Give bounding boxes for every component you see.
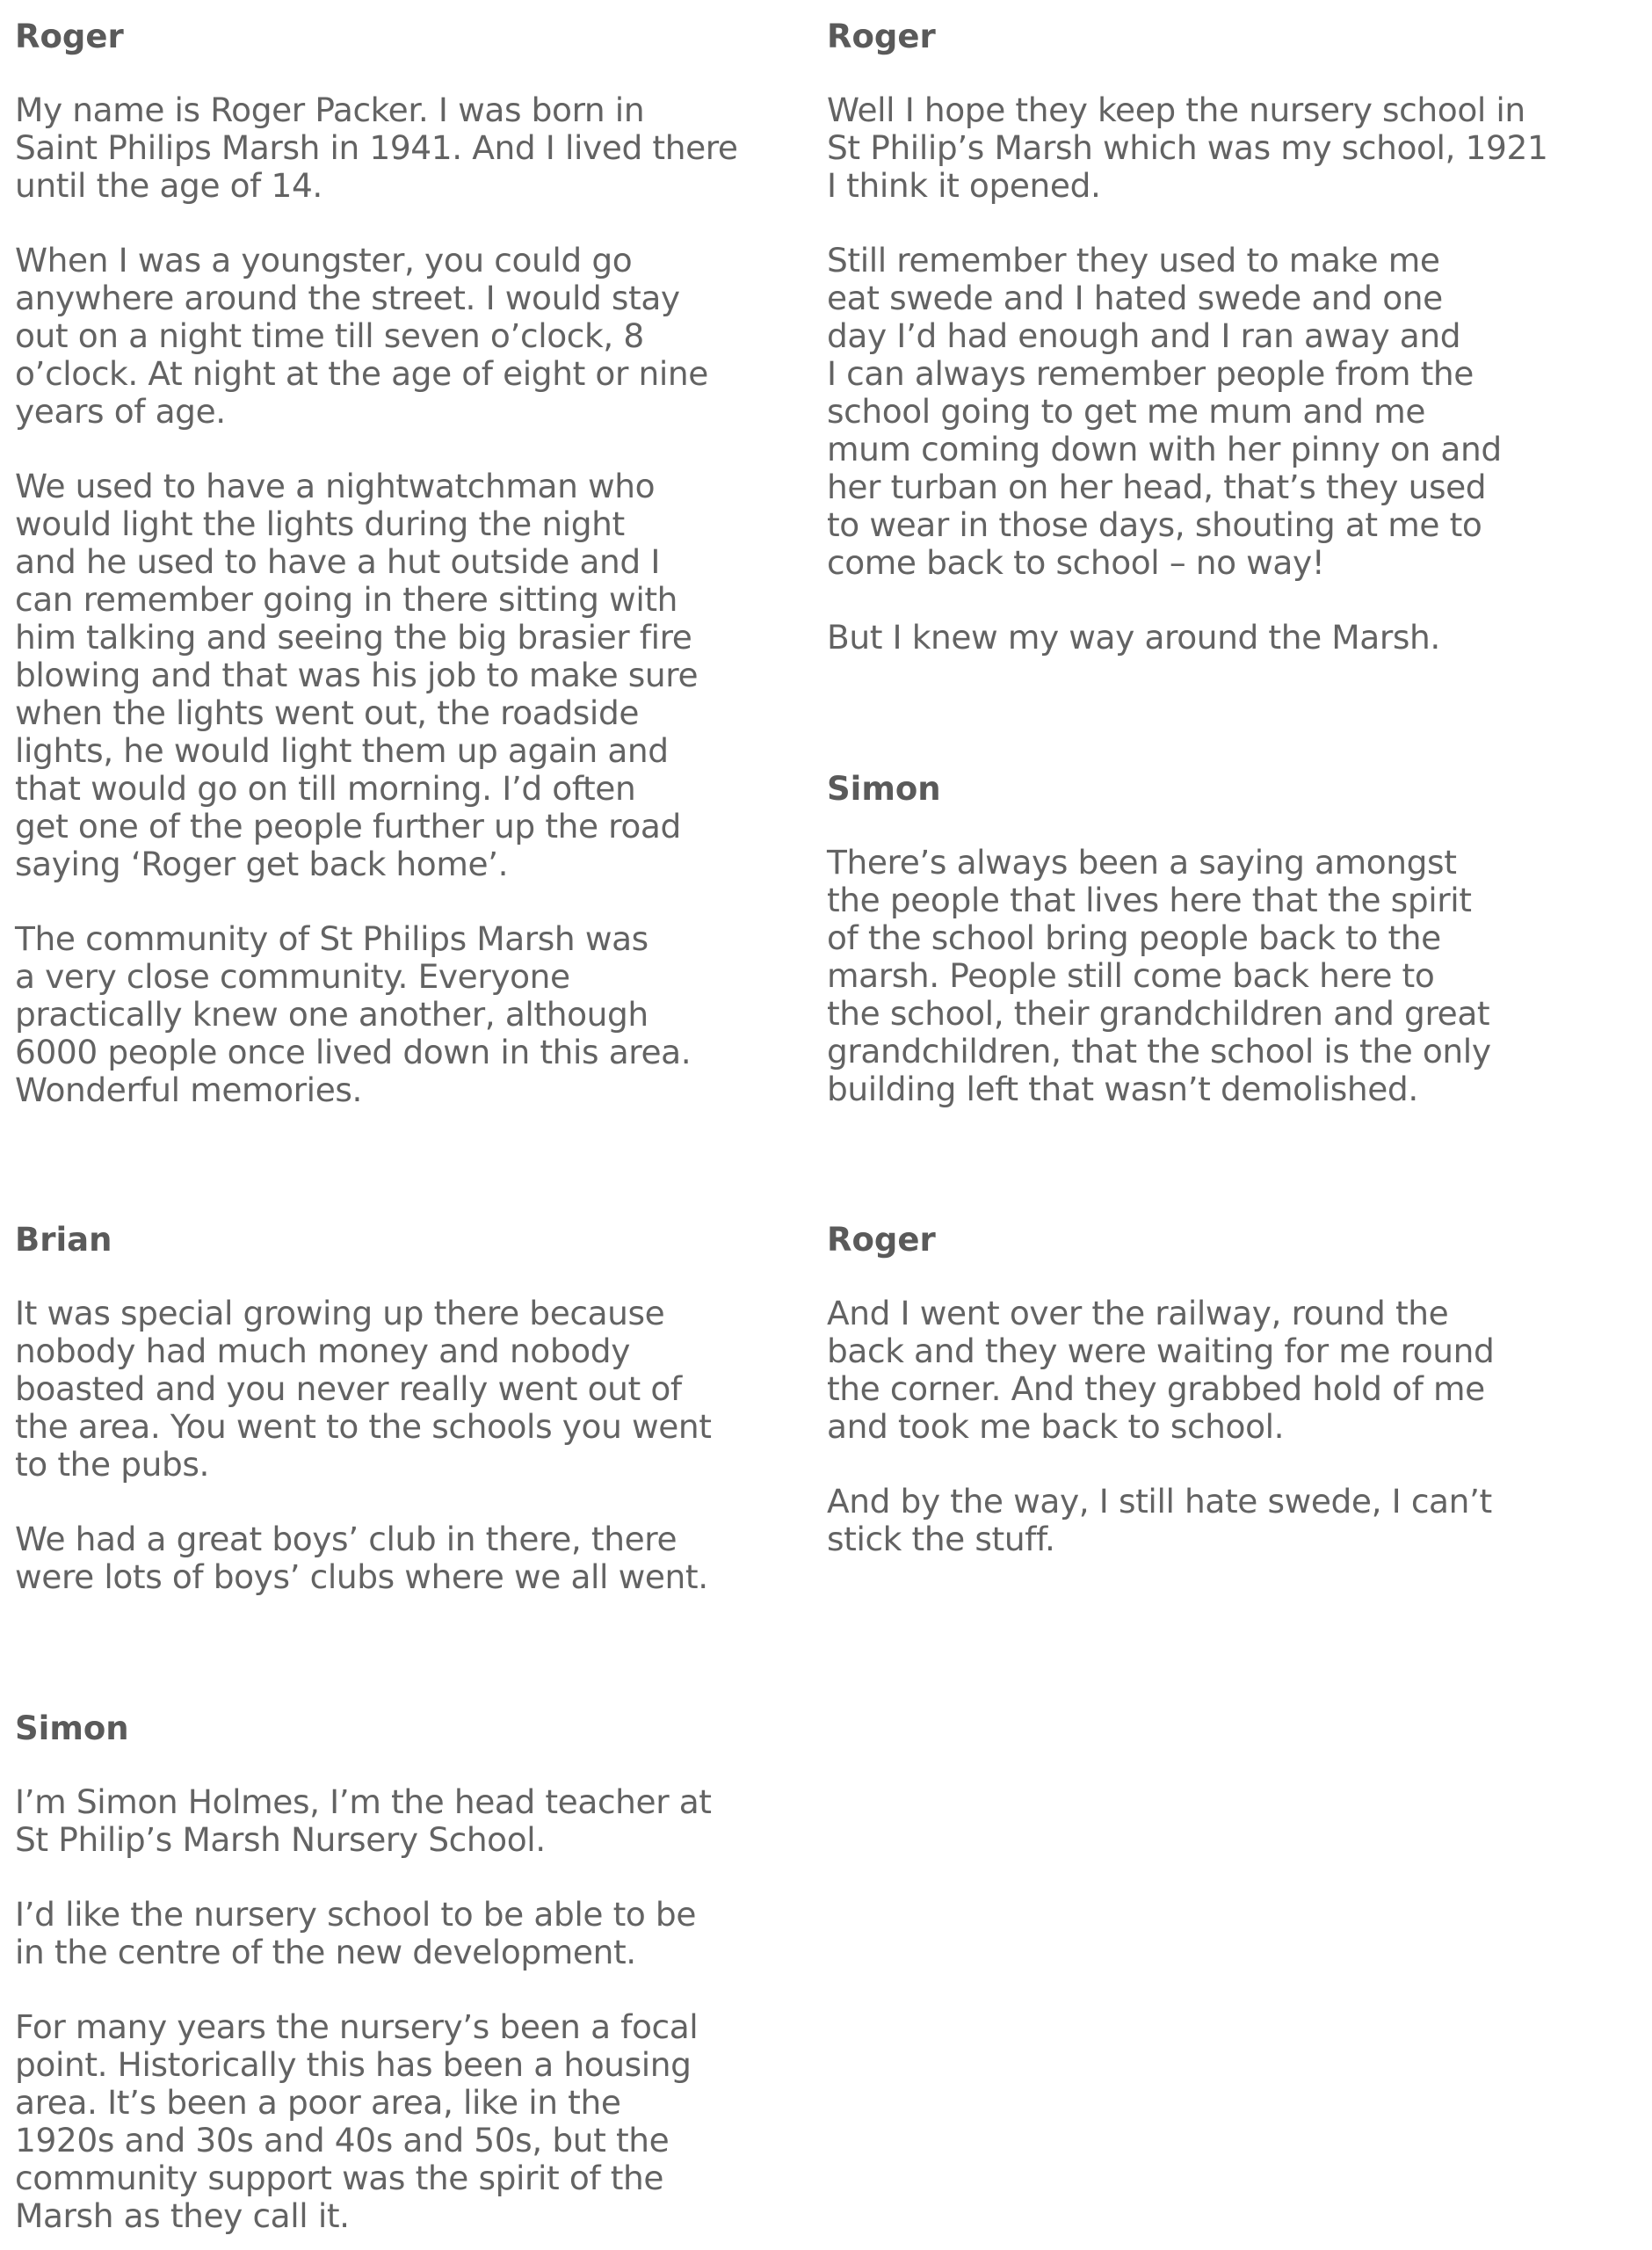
testimony-paragraph <box>15 1783 806 1859</box>
testimony-block-simon-2 <box>15 1709 806 2235</box>
text-line: community support was the spirit of the <box>15 2159 664 2197</box>
text-line: 6000 people once lived down in this area. <box>15 1033 692 1071</box>
text-line: I’m Simon Holmes, I’m the head teacher at <box>15 1782 712 1821</box>
testimony-block-roger-3 <box>827 1221 1618 1558</box>
text-line: The community of St Philips Marsh was <box>15 919 648 958</box>
text-line: the corner. And they grabbed hold of me <box>827 1369 1485 1408</box>
text-line: saying ‘Roger get back home’. <box>15 845 509 883</box>
text-line: when the lights went out, the roadside <box>15 693 640 732</box>
testimony-paragraph <box>15 468 806 883</box>
testimony-block-simon-1 <box>827 770 1618 1108</box>
text-line: a very close community. Everyone <box>15 957 570 996</box>
text-line: come back to school – no way! <box>827 543 1325 582</box>
testimony-paragraph <box>15 920 806 1109</box>
text-line: back and they were waiting for me round <box>827 1332 1495 1370</box>
text-line: years of age. <box>15 392 226 431</box>
text-line: 1920s and 30s and 40s and 50s, but the <box>15 2121 670 2159</box>
text-line: to wear in those days, shouting at me to <box>827 505 1482 544</box>
testimony-block-roger-2 <box>827 18 1618 657</box>
testimony-paragraph <box>827 1483 1618 1558</box>
text-line: Wonderful memories. <box>15 1071 363 1109</box>
text-line: boasted and you never really went out of <box>15 1369 682 1408</box>
text-line: We had a great boys’ club in there, there <box>15 1520 677 1558</box>
text-line: I’d like the nursery school to be able to be <box>15 1895 697 1934</box>
speaker-name: Simon <box>15 1709 129 1747</box>
text-line: would light the lights during the night <box>15 504 625 543</box>
speaker-name: Brian <box>15 1221 112 1259</box>
testimony-paragraph <box>15 1295 806 1484</box>
text-line: stick the stuff. <box>827 1520 1055 1558</box>
text-line: Marsh as they call it. <box>15 2196 350 2235</box>
text-line: practically knew one another, although <box>15 995 648 1034</box>
speaker-name: Simon <box>827 770 941 808</box>
text-line: But I knew my way around the Marsh. <box>827 618 1440 657</box>
text-line: day I’d had enough and I ran away and <box>827 316 1461 355</box>
text-line: and he used to have a hut outside and I <box>15 542 660 581</box>
speaker-name: Roger <box>827 18 936 55</box>
text-line: blowing and that was his job to make sure <box>15 656 699 694</box>
text-line: school going to get me mum and me <box>827 392 1426 431</box>
text-line: It was special growing up there because <box>15 1294 665 1332</box>
text-line: nobody had much money and nobody <box>15 1332 630 1370</box>
text-line: can remember going in there sitting with <box>15 580 678 619</box>
text-line: him talking and seeing the big brasier fire <box>15 618 692 657</box>
text-line: My name is Roger Packer. I was born in <box>15 91 645 129</box>
text-line: For many years the nursery’s been a focal <box>15 2007 699 2046</box>
text-line: We used to have a nightwatchman who <box>15 467 656 505</box>
speaker-name: Roger <box>827 1221 936 1259</box>
text-line: And by the way, I still hate swede, I can’t <box>827 1482 1492 1521</box>
testimony-paragraph <box>827 242 1618 582</box>
text-line: until the age of 14. <box>15 166 322 205</box>
text-line: point. Historically this has been a housing <box>15 2045 692 2084</box>
testimony-paragraph <box>827 844 1618 1108</box>
text-line: building left that wasn’t demolished. <box>827 1070 1418 1108</box>
testimony-paragraph <box>15 242 806 431</box>
text-line: marsh. People still come back here to <box>827 956 1435 995</box>
text-line: o’clock. At night at the age of eight or nine <box>15 354 708 393</box>
text-line: the school, their grandchildren and great <box>827 994 1490 1033</box>
text-line: and took me back to school. <box>827 1407 1285 1446</box>
text-line: her turban on her head, that’s they used <box>827 468 1487 506</box>
text-line: When I was a youngster, you could go <box>15 241 633 279</box>
text-line: the people that lives here that the spirit <box>827 881 1472 919</box>
text-line: I can always remember people from the <box>827 354 1474 393</box>
text-line: There’s always been a saying amongst <box>827 843 1457 882</box>
text-line: that would go on till morning. I’d often <box>15 769 636 808</box>
text-line: out on a night time till seven o’clock, 8 <box>15 316 644 355</box>
text-line: mum coming down with her pinny on and <box>827 430 1502 468</box>
text-line: And I went over the railway, round the <box>827 1294 1449 1332</box>
speaker-name: Roger <box>15 18 124 55</box>
text-line: were lots of boys’ clubs where we all went. <box>15 1557 708 1596</box>
testimony-paragraph <box>15 2008 806 2235</box>
text-line: get one of the people further up the road <box>15 807 681 846</box>
testimony-paragraph <box>827 1295 1618 1446</box>
text-line: eat swede and I hated swede and one <box>827 279 1443 317</box>
text-line: lights, he would light them up again and <box>15 731 669 770</box>
testimony-paragraph <box>15 1521 806 1596</box>
text-line: Saint Philips Marsh in 1941. And I lived there <box>15 128 738 167</box>
text-line: the area. You went to the schools you went <box>15 1407 712 1446</box>
testimony-block-roger-1 <box>15 18 806 1109</box>
testimony-block-brian <box>15 1221 806 1596</box>
testimony-paragraph <box>15 1896 806 1971</box>
text-line: Still remember they used to make me <box>827 241 1440 279</box>
text-line: anywhere around the street. I would stay <box>15 279 680 317</box>
testimony-paragraph <box>827 91 1618 205</box>
text-line: in the centre of the new development. <box>15 1933 636 1971</box>
text-line: of the school bring people back to the <box>827 918 1441 957</box>
testimony-paragraph <box>15 91 806 205</box>
testimony-paragraph <box>827 619 1618 657</box>
text-line: St Philip’s Marsh which was my school, 1921 <box>827 128 1548 167</box>
text-line: area. It’s been a poor area, like in the <box>15 2083 621 2122</box>
text-line: to the pubs. <box>15 1445 210 1484</box>
text-line: I think it opened. <box>827 166 1101 205</box>
text-line: Well I hope they keep the nursery school in <box>827 91 1525 129</box>
text-line: grandchildren, that the school is the only <box>827 1032 1491 1071</box>
text-line: St Philip’s Marsh Nursery School. <box>15 1820 546 1859</box>
